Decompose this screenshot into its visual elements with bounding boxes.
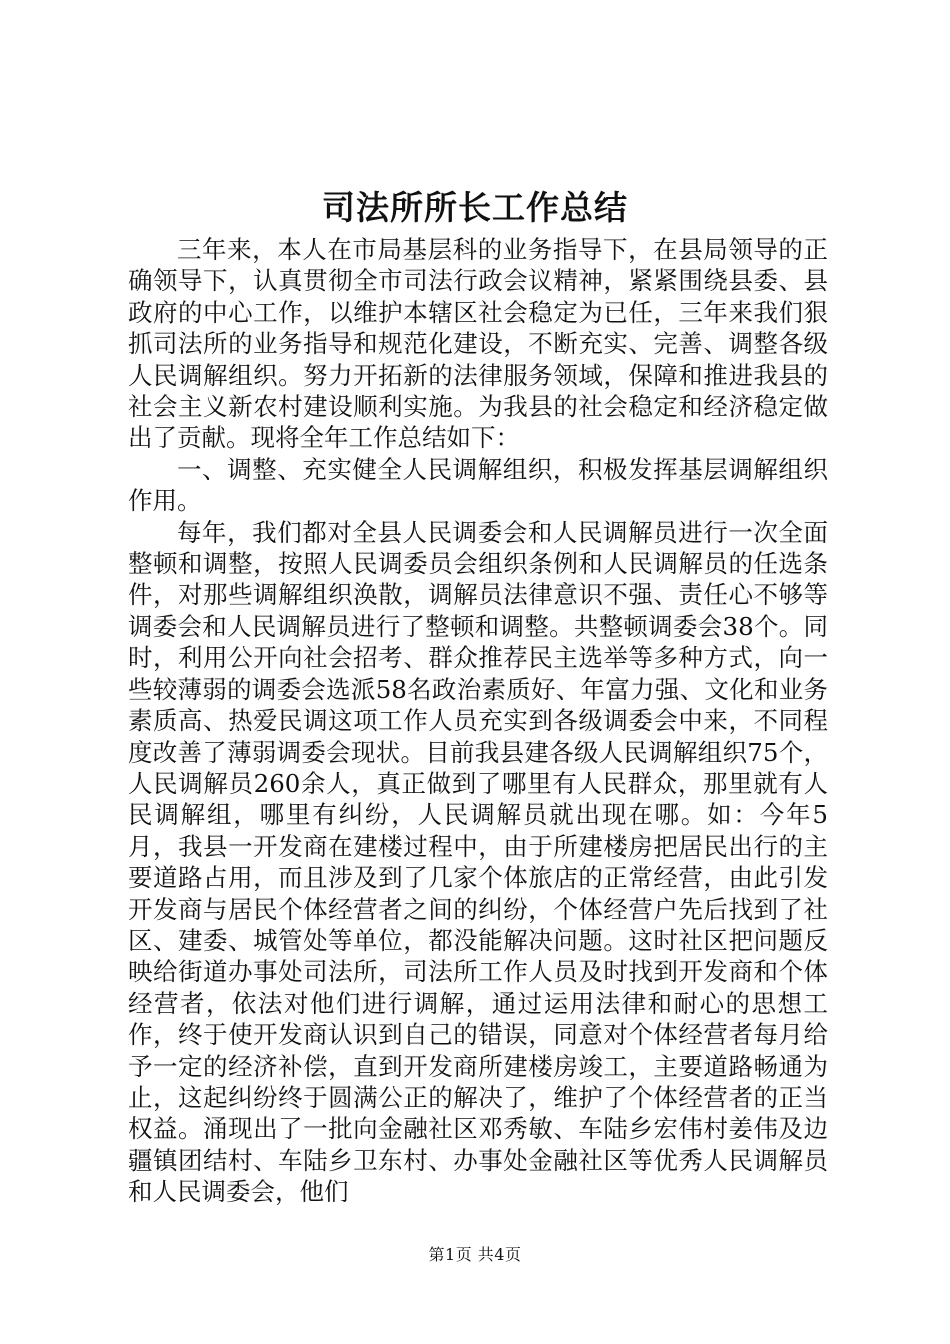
document-title: 司法所所长工作总结 [322, 188, 628, 227]
page-number-footer: 第1页 共4页 [428, 1245, 522, 1264]
document-body [128, 234, 828, 1208]
paragraph-section-heading: 一、调整、充实健全人民调解组织，积极发挥基层调解组织作用。 [128, 454, 828, 516]
paragraph-intro: 三年来，本人在市局基层科的业务指导下，在县局领导的正确领导下，认真贯彻全市司法行政会议精神，紧紧围绕县委、县政府的中心工作，以维护本辖区社会稳定为已任，三年来我们狠抓司法所的业务指导和规范化建设，不断充实、完善、调整各级人民调解组织。努力开拓新的法律服务领域，保障和推进我县的社会主义新农村建设顺利实施。为我县的社会稳定和经济稳定做出了贡献。现将全年工作总结如下： [128, 235, 828, 453]
paragraph-details: 每年，我们都对全县人民调委会和人民调解员进行一次全面整顿和调整，按照人民调委员会组织条例和人民调解员的任选条件，对那些调解组织涣散，调解员法律意识不强、责任心不够等调委会和人民调解员进行了整顿和调整。共整顿调委会38个。同时，利用公开向社会招考、群众推荐民主选举等多种方式，向一些较薄弱的调委会选派58名政治素质好、年富力强、文化和业务素质高、热爱民调这项工作人员充实到各级调委会中来，不同程度改善了薄弱调委会现状。目前我县建各级人民调解组织75个，人民调解员260余人，真正做到了哪里有人民群众，那里就有人民调解组，哪里有纠纷，人民调解员就出现在哪。如：今年5月，我县一开发商在建楼过程中，由于所建楼房把居民出行的主要道路占用，而且涉及到了几家个体旅店的正常经营，由此引发开发商与居民个体经营者之间的纠纷，个体经营户先后找到了社区、建委、城管处等单位，都没能解决问题。这时社区把问题反映给街道办事处司法所，司法所工作人员及时找到开发商和个体经营者，依法对他们进行调解，通过运用法律和耐心的思想工作，终于使开发商认识到自己的错误，同意对个体经营者每月给予一定的经济补偿，直到开发商所建楼房竣工，主要道路畅通为止，这起纠纷终于圆满公正的解决了，维护了个体经营者的正当权益。涌现出了一批向金融社区邓秀敏、车陆乡宏伟村姜伟及边疆镇团结村、车陆乡卫东村、办事处金融社区等优秀人民调解员和人民调委会，他们 [128, 517, 828, 1207]
